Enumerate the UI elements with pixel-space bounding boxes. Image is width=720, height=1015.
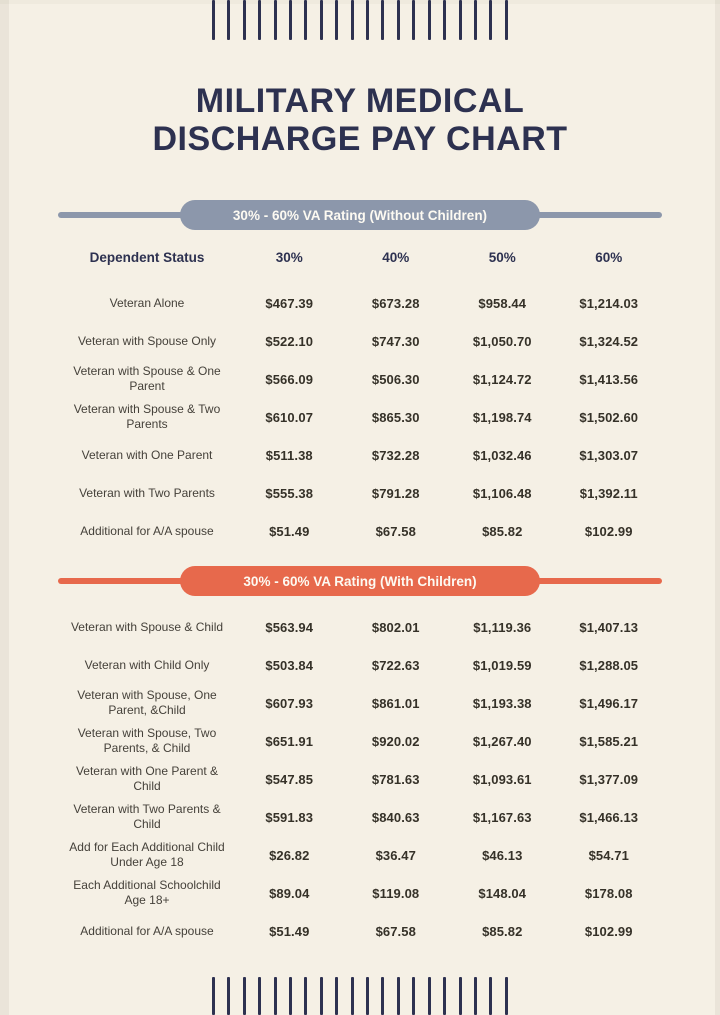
page-title-line1: MILITARY MEDICAL [195, 82, 525, 120]
cell-value: $1,502.60 [579, 409, 639, 425]
cell-value: $747.30 [371, 333, 420, 349]
cell-value: $607.93 [265, 695, 314, 711]
cell-value: $1,050.70 [472, 333, 532, 349]
cell-value: $802.01 [371, 619, 420, 635]
table-row [58, 436, 662, 474]
table-row [58, 722, 662, 760]
cell-value: $958.44 [478, 295, 527, 311]
tick-bar [304, 0, 307, 40]
tick-bar [212, 0, 215, 40]
column-header: 30% [275, 249, 303, 265]
cell-value: $503.84 [265, 657, 314, 673]
table-row [58, 474, 662, 512]
cell-value: $1,288.05 [579, 657, 639, 673]
cell-value: $861.01 [371, 695, 420, 711]
cell-value: $1,413.56 [579, 371, 639, 387]
row-label: Each Additional Schoolchild Age 18+ [73, 878, 221, 908]
cell-value: $1,303.07 [579, 447, 639, 463]
cell-value: $51.49 [269, 523, 310, 539]
tick-bar [428, 0, 431, 40]
cell-value: $1,032.46 [472, 447, 532, 463]
table-area [0, 200, 720, 950]
cell-value: $1,407.13 [579, 619, 639, 635]
tick-bar [412, 0, 415, 40]
tick-bar [505, 0, 508, 40]
tick-bar [258, 0, 261, 40]
tick-bar [227, 977, 230, 1015]
tick-bar [381, 977, 384, 1015]
tick-bar [505, 977, 508, 1015]
table-row [58, 398, 662, 436]
tick-bar [320, 977, 323, 1015]
section-header-pill: 30% - 60% VA Rating (With Children) [180, 566, 540, 596]
page-title [0, 82, 720, 158]
row-label: Veteran with Spouse & Two Parents [73, 402, 221, 432]
row-label: Veteran with Two Parents [79, 485, 215, 500]
bottom-ticks-decoration [212, 977, 508, 1015]
tick-bar [351, 977, 354, 1015]
cell-value: $840.63 [371, 809, 420, 825]
tick-bar [258, 977, 261, 1015]
tick-bar [335, 0, 338, 40]
cell-value: $1,585.21 [579, 733, 639, 749]
row-label: Veteran with One Parent & Child [75, 764, 219, 794]
cell-value: $506.30 [371, 371, 420, 387]
cell-value: $566.09 [265, 371, 314, 387]
cell-value: $1,093.61 [472, 771, 532, 787]
tick-bar [443, 977, 446, 1015]
cell-value: $1,106.48 [472, 485, 532, 501]
table-row [58, 284, 662, 322]
column-header-row [58, 242, 662, 272]
table-row [58, 322, 662, 360]
row-label: Veteran with Spouse Only [77, 333, 217, 348]
table-row [58, 512, 662, 550]
cell-value: $1,198.74 [472, 409, 532, 425]
tick-bar [243, 0, 246, 40]
table-row [58, 360, 662, 398]
tick-bar [289, 977, 292, 1015]
cell-value: $1,377.09 [579, 771, 639, 787]
top-ticks-decoration [212, 0, 508, 40]
tick-bar [320, 0, 323, 40]
row-label: Add for Each Additional Child Under Age 18 [69, 840, 225, 870]
tick-bar [428, 977, 431, 1015]
cell-value: $1,214.03 [579, 295, 639, 311]
table-row [58, 874, 662, 912]
table-row [58, 912, 662, 950]
cell-value: $1,119.36 [473, 619, 532, 635]
row-label: Veteran with Child Only [84, 657, 210, 672]
tick-bar [397, 0, 400, 40]
cell-value: $591.83 [265, 809, 314, 825]
tick-bar [366, 977, 369, 1015]
tick-bar [459, 0, 462, 40]
cell-value: $781.63 [371, 771, 420, 787]
cell-value: $148.04 [478, 885, 527, 901]
row-label: Veteran with Two Parents & Child [73, 802, 221, 832]
column-header: 60% [595, 249, 623, 265]
table-row [58, 836, 662, 874]
row-label: Additional for A/A spouse [80, 923, 214, 938]
row-label: Veteran with Spouse, Two Parents, & Child [77, 726, 217, 756]
section-header-pill: 30% - 60% VA Rating (Without Children) [180, 200, 540, 230]
row-label: Veteran with Spouse, One Parent, &Child [77, 688, 217, 718]
cell-value: $722.63 [371, 657, 420, 673]
column-header: 50% [488, 249, 516, 265]
row-label: Veteran with One Parent [81, 447, 213, 462]
tick-bar [212, 977, 215, 1015]
cell-value: $102.99 [584, 923, 633, 939]
row-label: Veteran with Spouse & One Parent [73, 364, 221, 394]
tick-bar [459, 977, 462, 1015]
cell-value: $67.58 [375, 923, 416, 939]
tick-bar [227, 0, 230, 40]
cell-value: $522.10 [265, 333, 314, 349]
tick-bar [474, 977, 477, 1015]
tick-bar [366, 0, 369, 40]
cell-value: $467.39 [265, 295, 314, 311]
cell-value: $1,167.63 [472, 809, 532, 825]
cell-value: $920.02 [371, 733, 420, 749]
tick-bar [443, 0, 446, 40]
cell-value: $178.08 [584, 885, 633, 901]
cell-value: $547.85 [265, 771, 314, 787]
tick-bar [335, 977, 338, 1015]
cell-value: $36.47 [375, 847, 416, 863]
cell-value: $1,019.59 [472, 657, 532, 673]
tick-bar [304, 977, 307, 1015]
cell-value: $85.82 [482, 923, 523, 939]
cell-value: $563.94 [265, 619, 314, 635]
cell-value: $651.91 [265, 733, 314, 749]
cell-value: $51.49 [269, 923, 310, 939]
cell-value: $791.28 [371, 485, 420, 501]
cell-value: $1,324.52 [579, 333, 639, 349]
cell-value: $1,466.13 [579, 809, 639, 825]
cell-value: $673.28 [371, 295, 420, 311]
cell-value: $1,124.72 [472, 371, 532, 387]
cell-value: $555.38 [265, 485, 314, 501]
table-row [58, 798, 662, 836]
row-label: Veteran with Spouse & Child [70, 619, 224, 634]
table-row [58, 608, 662, 646]
cell-value: $865.30 [371, 409, 420, 425]
cell-value: $89.04 [269, 885, 310, 901]
row-label: Veteran Alone [109, 295, 185, 310]
cell-value: $1,193.38 [472, 695, 532, 711]
tick-bar [274, 977, 277, 1015]
cell-value: $46.13 [482, 847, 523, 863]
cell-value: $732.28 [371, 447, 420, 463]
cell-value: $102.99 [584, 523, 633, 539]
tick-bar [289, 0, 292, 40]
section-band [58, 566, 662, 596]
table-row [58, 760, 662, 798]
tick-bar [474, 0, 477, 40]
cell-value: $54.71 [588, 847, 629, 863]
tick-bar [412, 977, 415, 1015]
cell-value: $119.08 [372, 885, 420, 901]
cell-value: $511.38 [265, 447, 313, 463]
cell-value: $610.07 [265, 409, 314, 425]
tick-bar [274, 0, 277, 40]
table-row [58, 646, 662, 684]
tick-bar [397, 977, 400, 1015]
page-title-line2: DISCHARGE PAY CHART [152, 120, 568, 159]
cell-value: $1,392.11 [579, 485, 638, 501]
cell-value: $26.82 [269, 847, 310, 863]
section-band [58, 200, 662, 230]
tick-bar [381, 0, 384, 40]
column-header: Dependent Status [89, 249, 205, 265]
cell-value: $1,496.17 [579, 695, 639, 711]
tick-bar [489, 977, 492, 1015]
cell-value: $67.58 [375, 523, 416, 539]
tick-bar [351, 0, 354, 40]
cell-value: $85.82 [482, 523, 523, 539]
cell-value: $1,267.40 [472, 733, 532, 749]
table-row [58, 684, 662, 722]
tick-bar [489, 0, 492, 40]
tick-bar [243, 977, 246, 1015]
column-header: 40% [382, 249, 410, 265]
row-label: Additional for A/A spouse [80, 523, 214, 538]
